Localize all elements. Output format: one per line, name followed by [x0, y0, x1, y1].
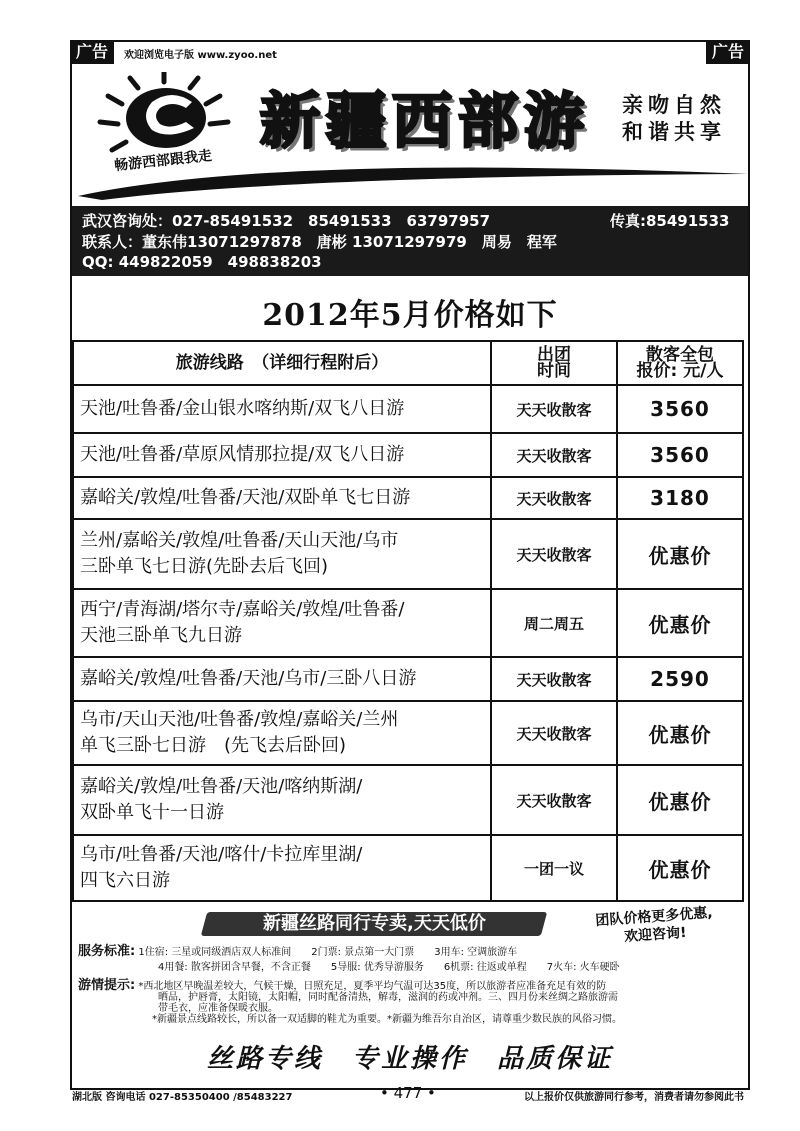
table-row: [73, 835, 743, 901]
route-cell: [73, 589, 491, 657]
route-line-1: 乌市/吐鲁番/天池/喀什/卡拉库里湖/: [80, 844, 363, 865]
footer-contact: 湖北版 咨询电话 027-85350400 /85483227: [72, 1092, 293, 1103]
services-text-1: 1住宿: 三星或同级酒店双人标准间 2门票: 景点第一大门票 3用车: 空调旅游车: [138, 947, 518, 958]
price-cell: 优惠价: [617, 701, 743, 765]
table-row: [73, 519, 743, 589]
route-cell: [73, 701, 491, 765]
services-line-2: 4用餐: 散客拼团含早餐，不含正餐 5导服: 优秀导游服务 6机票: 往返或单程 7火车: 火车硬卧: [158, 962, 620, 973]
schedule-cell: 天天收散客: [491, 385, 617, 433]
group-note-line-1: 团队价格更多优惠,: [594, 904, 714, 930]
page-number: • 477 •: [380, 1084, 436, 1102]
ad-label-right: 广告: [706, 40, 750, 64]
route-cell: 嘉峪关/敦煌/吐鲁番/天池/双卧单飞七日游: [73, 477, 491, 519]
site-line: 欢迎浏览电子版 www.zyoo.net: [124, 50, 277, 61]
table-row: [73, 477, 743, 519]
contact-qq: QQ: 449822059 498838203: [82, 253, 322, 271]
table-row: [73, 433, 743, 477]
tagline-line-2: 和谐共享: [622, 120, 726, 144]
route-line-2: 双卧单飞十一日游: [80, 802, 224, 823]
table-row: [73, 589, 743, 657]
table-row: [73, 701, 743, 765]
tips-line-3: 带毛衣，应准备保暖衣服。: [158, 1003, 278, 1014]
slogan: 畅游西部跟我走: [113, 147, 213, 175]
route-header: 旅游线路 （详细行程附后）: [73, 341, 491, 385]
price-header-line1: 散客全包: [646, 345, 714, 365]
brand-header: [72, 66, 748, 206]
schedule-cell: 天天收散客: [491, 657, 617, 701]
route-cell: 嘉峪关/敦煌/吐鲁番/天池/乌市/三卧八日游: [73, 657, 491, 701]
contact-phone: 武汉咨询处：027-85491532 85491533 63797957: [82, 212, 491, 230]
footer-disclaimer: 以上报价仅供旅游同行参考，消费者请勿参阅此书: [524, 1092, 744, 1103]
tips-line-2: 晒品，护唇膏，太阳镜，太阳帽，同时配备清热，解毒，滋润的药或冲剂。三、四月份来丝绸之路旅游需: [158, 992, 618, 1003]
schedule-cell: 一团一议: [491, 835, 617, 901]
promo-banner: [201, 912, 547, 936]
route-line-2: 单飞三卧七日游 (先飞去后卧回): [80, 735, 347, 756]
price-header-line2: 报价: 元/人: [636, 361, 724, 381]
route-line-1: 嘉峪关/敦煌/吐鲁番/天池/喀纳斯湖/: [80, 776, 363, 797]
schedule-cell: 天天收散客: [491, 519, 617, 589]
tips-line-4: *新疆景点线路较长，所以备一双适脚的鞋尤为重要。*新疆为维吾尔自治区，请尊重少数民族的风俗习惯。: [152, 1014, 622, 1025]
table-row: [73, 765, 743, 835]
schedule-cell: 天天收散客: [491, 765, 617, 835]
group-note-line-2: 欢迎咨询!: [623, 924, 687, 946]
services-line-1: [78, 946, 517, 959]
schedule-cell: 周二周五: [491, 589, 617, 657]
route-line-2: 三卧单飞七日游(先卧去后飞回): [80, 556, 329, 577]
price-cell: 3560: [617, 433, 743, 477]
price-table: [72, 340, 744, 902]
route-cell: 天池/吐鲁番/金山银水喀纳斯/双飞八日游: [73, 385, 491, 433]
route-line-2: 四飞六日游: [80, 870, 170, 891]
price-cell: 3560: [617, 385, 743, 433]
contact-persons: 联系人：董东伟13071297878 唐彬 13071297979 周易 程军: [82, 233, 557, 251]
price-header: [617, 341, 743, 385]
route-cell: [73, 519, 491, 589]
route-line-2: 天池三卧单飞九日游: [80, 625, 242, 646]
schedule-header-line1: 出团: [537, 345, 571, 365]
route-line-1: 兰州/嘉峪关/敦煌/吐鲁番/天山天池/乌市: [80, 530, 399, 551]
travel-tips: [78, 980, 738, 1025]
price-cell: 优惠价: [617, 519, 743, 589]
schedule-header-line2: 时间: [537, 361, 571, 381]
schedule-cell: 天天收散客: [491, 477, 617, 519]
schedule-header: [491, 341, 617, 385]
route-line-1: 乌市/天山天池/吐鲁番/敦煌/嘉峪关/兰州: [80, 709, 399, 730]
contact-fax: 传真:85491533: [610, 212, 730, 230]
route-line-1: 西宁/青海湖/塔尔寺/嘉峪关/敦煌/吐鲁番/: [80, 599, 405, 620]
services-label: 服务标准:: [78, 944, 136, 959]
price-cell: 2590: [617, 657, 743, 701]
brand-title: 新疆西部游: [260, 87, 590, 157]
route-cell: 天池/吐鲁番/草原风情那拉提/双飞八日游: [73, 433, 491, 477]
price-title: 2012年5月价格如下: [262, 298, 558, 333]
tips-label: 游情提示:: [78, 978, 136, 993]
table-header-row: [73, 341, 743, 385]
swoosh-decoration: [72, 146, 748, 206]
tips-line-1: *西北地区早晚温差较大，气候干燥，日照充足，夏季平均气温可达35度，所以旅游者应准备充足有效的防: [138, 981, 607, 992]
table-row: [73, 657, 743, 701]
price-cell: 优惠价: [617, 589, 743, 657]
route-cell: [73, 765, 491, 835]
table-row: [73, 385, 743, 433]
schedule-cell: 天天收散客: [491, 701, 617, 765]
brand-tagline: [622, 92, 726, 146]
price-cell: 优惠价: [617, 765, 743, 835]
promo-banner-text: 新疆丝路同行专卖,天天低价: [262, 913, 486, 934]
route-cell: [73, 835, 491, 901]
price-cell: 3180: [617, 477, 743, 519]
tagline-line-1: 亲吻自然: [622, 93, 726, 117]
price-cell: 优惠价: [617, 835, 743, 901]
motto: 丝路专线 专业操作 品质保证: [206, 1044, 613, 1074]
schedule-cell: 天天收散客: [491, 433, 617, 477]
ad-label-left: 广告: [70, 40, 114, 64]
contact-bar: [72, 206, 748, 276]
